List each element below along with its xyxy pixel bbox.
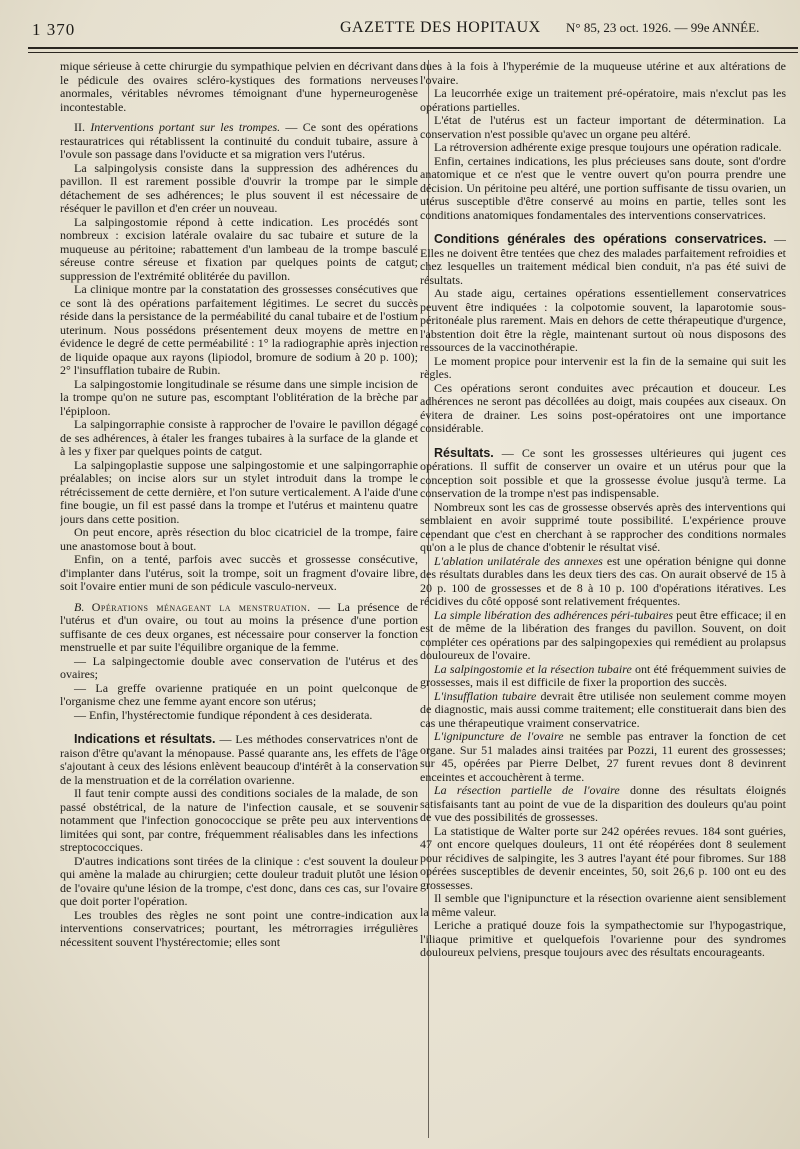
paragraph: mique sérieuse à cette chirurgie du sympathique pelvien en décrivant dans le pédicule des ovaires scléro-kystiques des formations nerveuses anormales, véritables névromes témoignant d'une hyperneurogenèse incontestable.: [60, 60, 418, 114]
paragraph: La salpingostomie longitudinale se résume dans une simple incision de la trompe qu'on ne suture pas, escomptant l'oblitération de la brèche par l'épiploon.: [60, 376, 418, 418]
paragraph-text: est une opération bénigne qui donne des résultats durables dans les deux tiers des cas. On aurait observé de 15 à 20 p. 100 de grossesses et de 8 à 10 p. 100 d'opérations itératives. Les récidives du côté opposé sont relativement fréquentes.: [420, 553, 786, 608]
italic-lead: L'ablation unilatérale des annexes: [434, 553, 603, 568]
italic-lead-paragraph: [420, 555, 786, 609]
italic-lead-paragraph: [420, 663, 786, 690]
header-rule: [28, 47, 798, 49]
paragraph: Enfin, certaines indications, les plus précieuses sans doute, sont d'ordre anatomique et ce n'est que le ventre ouvert qu'on pourra prendre une décision. Un péritoine peu altéré, une portion suffisante de tissu ovarien, un utérus susceptible d'être conservé au moins en partie, telles sont les conditions anatomiques fondamentales des interventions conservatrices.: [420, 153, 786, 222]
italic-lead: La résection partielle de l'ovaire: [434, 783, 620, 797]
paragraph: La salpingolysis consiste dans la suppression des adhérences du pavillon. Il est rarement possible d'ouvrir la trompe par le simple détachement de ses adhérences; le plus souvent il est nécessaire de réséquer le pavillon et d'en créer un nouveau.: [60, 160, 418, 215]
header-rule-thin: [28, 52, 798, 53]
paragraph-text: peut être efficace; il en est de même de la libération des franges du pavillon. Souvent, on doit compléter ces opérations par des salpingopexies qui remédient au prolapsus douloureux de l'ovaire.: [420, 607, 786, 662]
paragraph: La leucorrhée exige un traitement pré-opératoire, mais n'exclut pas les opérations partielles.: [420, 86, 786, 114]
paragraph: — La greffe ovarienne pratiquée en un point quelconque de l'organisme chez une femme ayant encore son utérus;: [60, 680, 418, 708]
right-column: [420, 60, 786, 1140]
journal-title: GAZETTE DES HOPITAUX: [340, 19, 541, 36]
section-text: — Ce sont les grossesses ultérieures qui jugent ces opérations. Il suffit de conserver un ovaire et un utérus pour que la conception soit possible et que la grossesse évolue jusqu'à terme. La conservation de la trompe n'est pas indispensable.: [420, 445, 786, 500]
section-number: II.: [74, 120, 85, 134]
section-heading: Résultats.: [434, 445, 494, 460]
paragraph: La clinique montre par la constatation des grossesses consécutives que ce sont là des opérations parfaitement légitimes. Le secret du succès réside dans la persistance de la perméabilité du canal tubaire et de l'ostium uterinum. Nous possédons présentement deux moyens de mettre en évidence le degré de cette perméabilité : 1° la radiographie après injection de liquide opaque aux rayons (lipiodol, bromure de sodium à 20 p. 100); 2° l'insufflation tubaire de Rubin.: [60, 282, 418, 377]
section-letter: B.: [74, 599, 85, 614]
paragraph: L'état de l'utérus est un facteur important de détermination. La conservation n'est possible qu'avec un organe peu altéré.: [420, 113, 786, 141]
paragraph: La salpingorraphie consiste à rapprocher de l'ovaire le pavillon dégagé de ses adhérences, à étaler les franges tubaires à la surface de la glande et à les y fixer par quelques points de catgut.: [60, 417, 418, 458]
italic-lead: La simple libération des adhérences péri-tubaires: [434, 607, 674, 622]
section-title: Interventions portant sur les trompes.: [90, 120, 281, 134]
paragraph: La salpingostomie répond à cette indication. Les procédés sont nombreux : excision latérale ovalaire du sac tubaire et suture de la muqueuse au péritoine; rabattement d'un lambeau de la trompe basculé séreuse contre séreuse et fixation par quelques points de catgut; suppression de l'extrémité oblitérée du pavillon.: [60, 214, 418, 283]
page-header: [0, 0, 800, 50]
paragraph: Leriche a pratiqué douze fois la sympathectomie sur l'hypogastrique, l'iliaque primitive et quelquefois l'ovarienne pour des syndromes douloureux pelviens, presque toujours avec des résultats encourageants.: [420, 918, 786, 959]
issue-info: N° 85, 23 oct. 1926. — 99e ANNÉE.: [566, 20, 760, 35]
paragraph: Enfin, on a tenté, parfois avec succès et grossesse consécutive, d'implanter dans l'utérus, soit la trompe, soit un fragment d'ovaire libre, soit l'ovaire entier muni de son pédicule vasculo-nerveux.: [60, 552, 418, 593]
section-heading: Indications et résultats.: [74, 732, 216, 746]
section-title: Opérations ménageant la menstruation.: [91, 599, 311, 614]
paragraph-text: donne des résultats éloignés satisfaisants tant au point de vue de la disparition des douleurs qu'au point de vue des possibilités de grossesses.: [420, 783, 786, 824]
paragraph: dues à la fois à l'hyperémie de la muqueuse utérine et aux altérations de l'ovaire.: [420, 60, 786, 87]
paragraph: Les troubles des règles ne sont point une contre-indication aux interventions conservatrices; pourtant, les métrorragies irrégulières nécessitent souvent l'hystérectomie; elles sont: [60, 907, 418, 949]
section-paragraph: [60, 733, 418, 787]
paragraph: On peut encore, après résection du bloc cicatriciel de la trompe, faire une anastomose bout à bout.: [60, 525, 418, 553]
section-text: — Elles ne doivent être tentées que chez des malades parfaitement refroidies et chez lesquelles un traitement médical bien conduit, n'a pas été suivi de résultats.: [420, 232, 786, 287]
section-heading: Conditions générales des opérations conservatrices.: [434, 232, 767, 246]
left-column: [60, 60, 418, 1140]
italic-lead-paragraph: [420, 609, 786, 663]
italic-lead: La salpingostomie et la résection tubaire: [434, 661, 632, 676]
italic-lead: L'ignipuncture de l'ovaire: [434, 729, 564, 743]
italic-lead-paragraph: [420, 690, 786, 731]
section-paragraph: [60, 121, 418, 162]
paragraph: D'autres indications sont tirées de la clinique : c'est souvent la douleur qui amène la malade au chirurgien; cette douleur traduit plutôt une lésion de l'ovaire qu'une lésion de la trompe, c'est donc, dans ces cas, sur l'ovaire que doit porter l'opération.: [60, 853, 418, 908]
section-text: — La présence de l'utérus et d'un ovaire, ou tout au moins la présence d'une portion suffisante de ces deux organes, est nécessaire pour conserver la fonction menstruelle et par suite l'équilibre organique de la femme.: [60, 599, 418, 654]
paragraph: Le moment propice pour intervenir est la fin de la semaine qui suit les règles.: [420, 353, 786, 381]
paragraph: La statistique de Walter porte sur 242 opérées revues. 184 sont guéries, 47 ont encore quelques douleurs, 11 ont été réopérées dont 8 seulement pour récidives de salpingite, les 3 autres l'ayant été pour fibromes. Sur 188 opérées susceptibles de devenir enceintes, 50, soit 26,6 p. 100 ont eu des grossesses.: [420, 823, 786, 892]
paragraph-text: ont été fréquemment suivies de grossesses, mais il est difficile de fixer la proportion des succès.: [420, 661, 786, 689]
paragraph: La rétroversion adhérente exige presque toujours une opération radicale.: [434, 140, 782, 154]
paragraph: Il semble que l'ignipuncture et la résection ovarienne aient sensiblement la même valeur.: [420, 891, 786, 919]
paragraph: Nombreux sont les cas de grossesse observés après des interventions qui semblaient en avoir supprimé toute possibilité. L'expérience prouve cependant que c'est en cherchant à se rapprocher des conditions normales qu'on a le plus de chance d'obtenir le résultat visé.: [420, 499, 786, 554]
italic-lead-paragraph: [420, 784, 786, 825]
page-number: 1 370: [32, 20, 76, 39]
paragraph: Ces opérations seront conduites avec précaution et douceur. Les adhérences ne seront pas décollées au doigt, mais coupées aux ciseaux. On évitera de drainer. Les soins post-opératoires ont une importance considérable.: [420, 380, 786, 435]
section-paragraph: [420, 447, 786, 501]
paragraph: — Enfin, l'hystérectomie fundique répondent à ces desiderata.: [74, 707, 373, 722]
paragraph: — La salpingectomie double avec conservation de l'utérus et des ovaires;: [60, 653, 418, 681]
section-paragraph: [420, 233, 786, 287]
section-paragraph: [60, 601, 418, 655]
italic-lead: L'insufflation tubaire: [434, 688, 537, 703]
section-text: — Les méthodes conservatrices n'ont de raison d'être qu'avant la ménopause. Passé quarante ans, les effets de l'âge s'ajoutant à ceux des lésions enlèvent beaucoup d'intérêt à la conservation de la menstruation et de la corrélation ovarienne.: [60, 732, 418, 787]
paragraph: Il faut tenir compte aussi des conditions sociales de la malade, de son passé obstétrical, de la nature de l'infection causale, et se souvenir notamment que l'infection gonococcique se prête peu aux interventions limitées qui sont, par contre, fréquemment réalisables dans les infections streptococciques.: [60, 786, 418, 854]
paragraph: Au stade aigu, certaines opérations essentiellement conservatrices peuvent être indiquées : la colpotomie souvent, la laparotomie sous-péritonéale plus rarement. Mais en dehors de cette thérapeutique d'urgence, l'abstention doit être la règle, maintenant surtout où nous disposons des ressources de la vaccinothérapie.: [420, 286, 786, 354]
paragraph-text: devrait être utilisée non seulement comme moyen de diagnostic, mais aussi comme traitement; elle constituerait dans bien des cas une thérapeutique vraiment conservatrice.: [420, 688, 786, 730]
section-text: — Ce sont des opérations restauratrices qui rétablissent la continuité du conduit tubaire, assure à l'ovule son passage dans l'oviducte et sa migration vers l'utérus.: [60, 120, 418, 161]
paragraph-text: ne semble pas entraver la fonction de cet organe. Sur 51 malades ainsi traitées par Pozzi, 11 eurent des grossesses; sur 45, opérées par Pierre Delbet, 27 furent revues dont 8 devinrent enceintes et accouchèrent à terme.: [420, 729, 786, 784]
italic-lead-paragraph: [420, 730, 786, 784]
paragraph: La salpingoplastie suppose une salpingostomie et une salpingorraphie préalables; on incise alors sur un stylet introduit dans la trompe le rétrécissement de cette dernière, et l'on suture verticalement. A l'aide d'une fine bougie, un fil est passé dans la trompe et l'utérus et maintenu quatre jours dans cette position.: [60, 457, 418, 526]
